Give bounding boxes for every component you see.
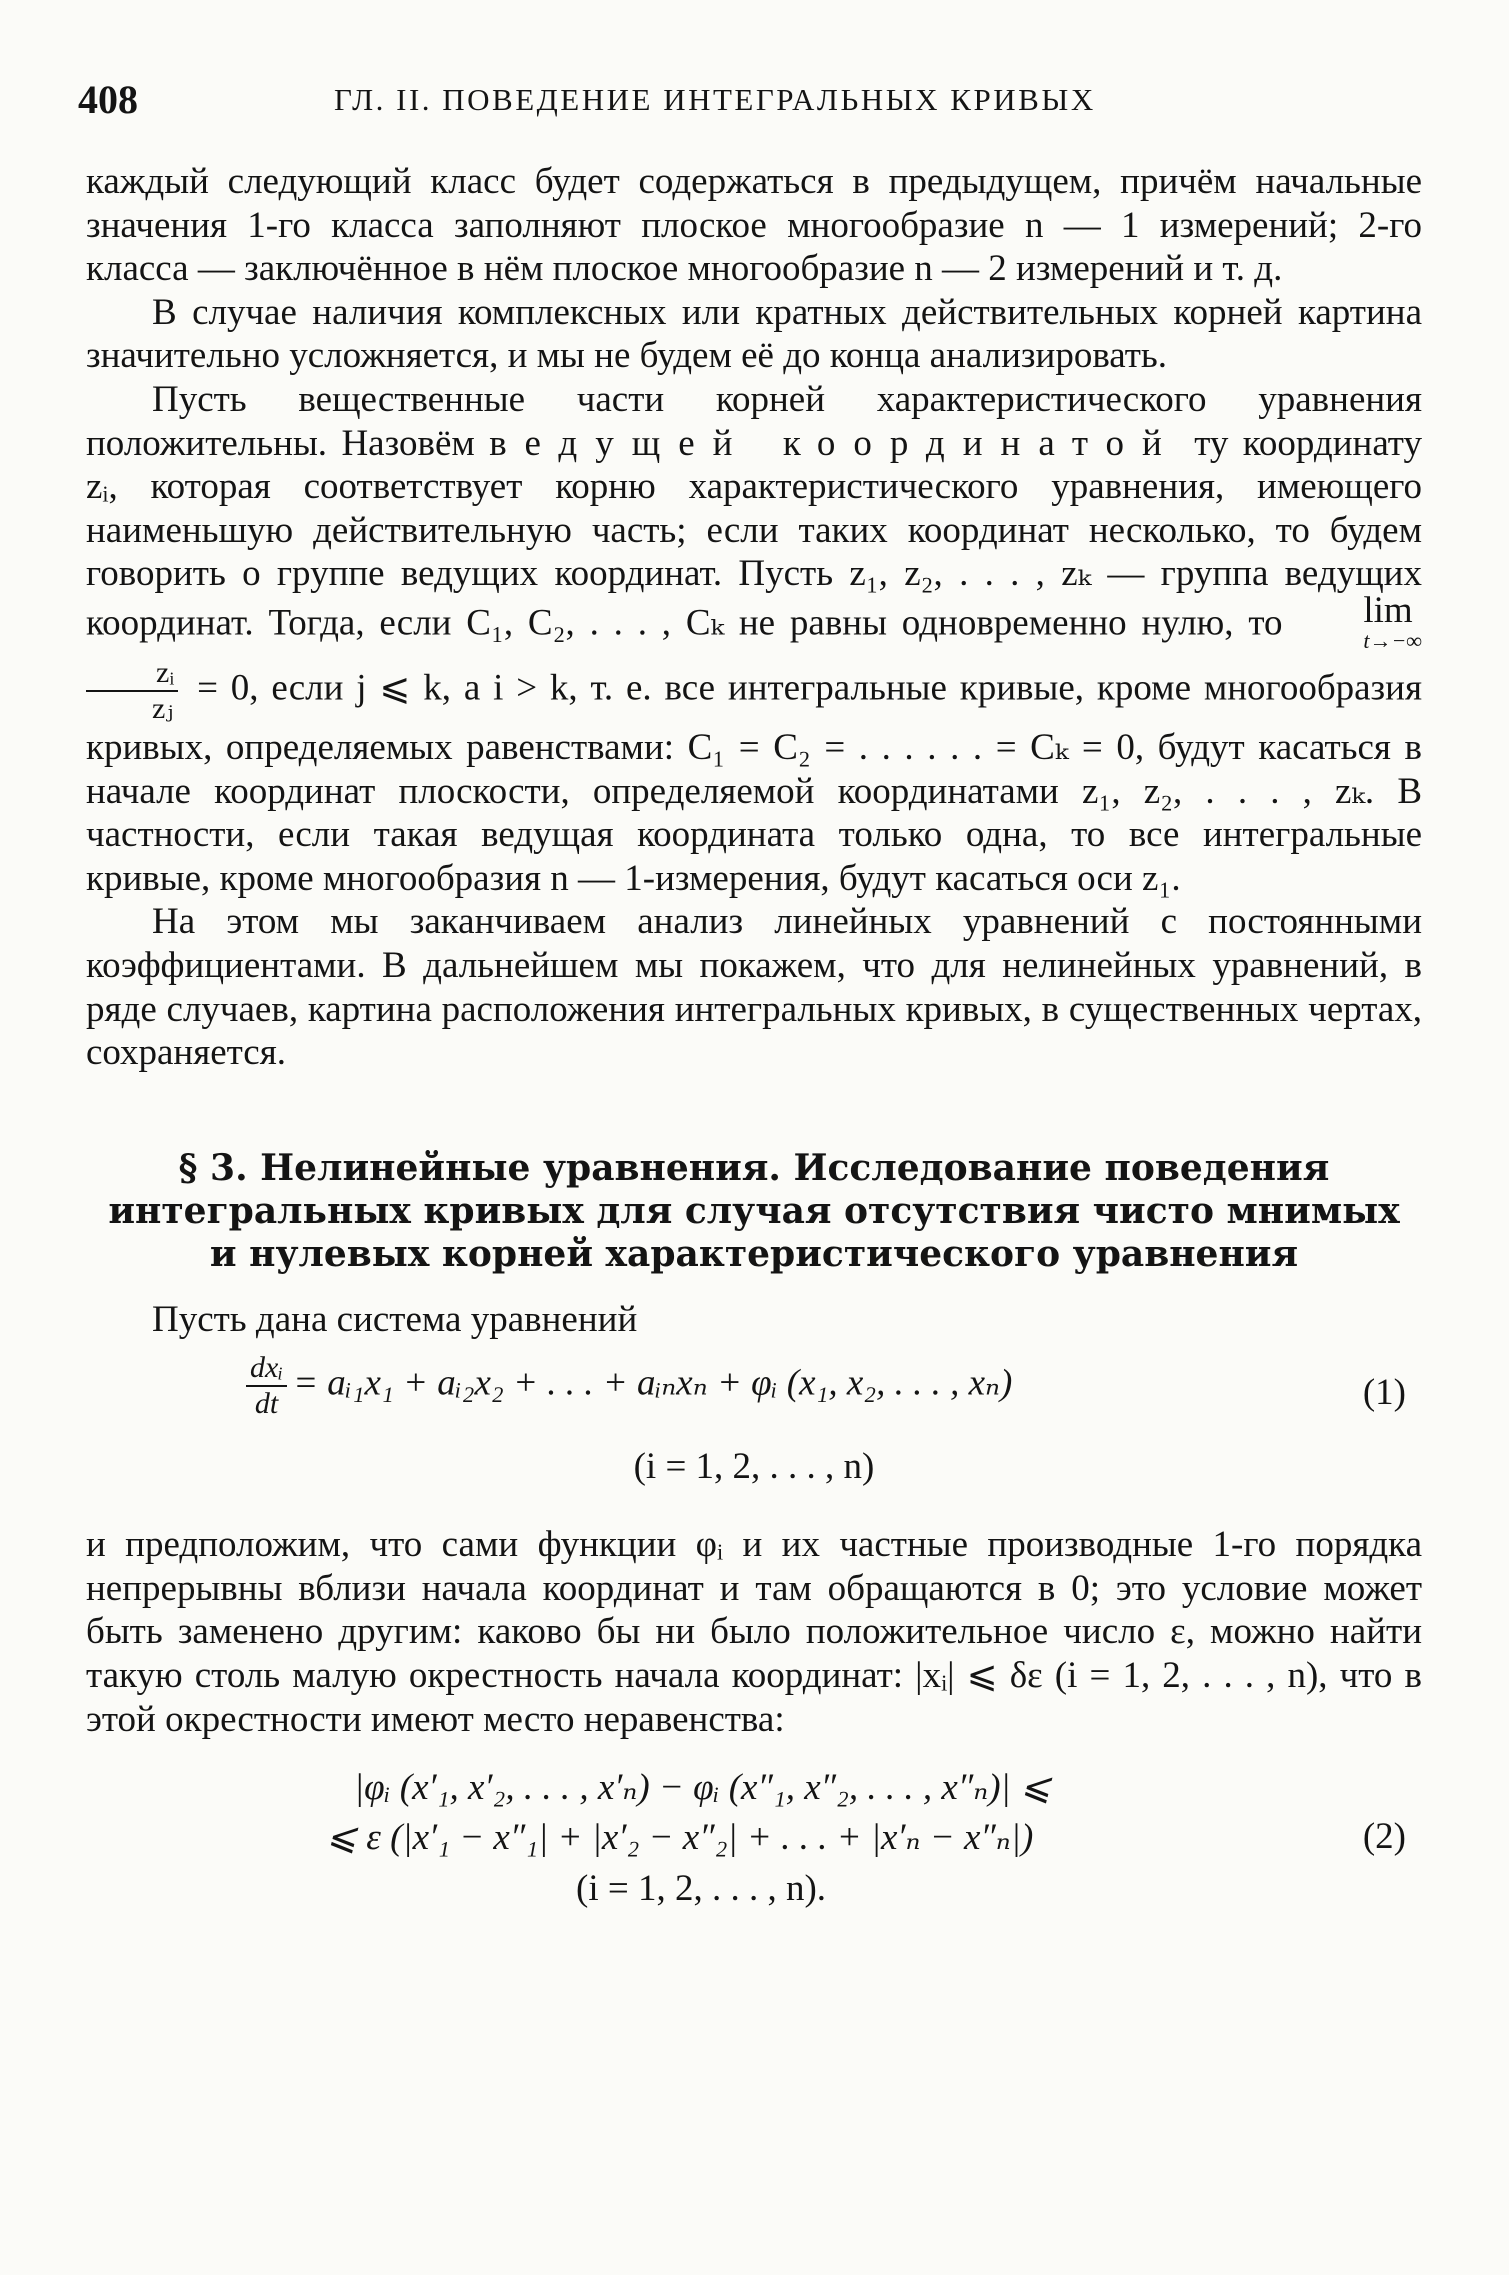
limit-fraction (86, 656, 178, 726)
limit-word: lim (1363, 589, 1413, 631)
paragraph-5: и предположим, что сами функции φᵢ и их частные производные 1-го порядка непрерывны вблизи начала координат и там обращаются в 0; это условие может быть заменено другим: каково бы ни было положительное число ε, можно найти такую столь малую окрестность начала координат: |xᵢ| ⩽ δε (i = 1, 2, . . . , n), что в этой окрестности имеют место неравенства: (86, 1524, 1422, 1740)
section-heading (86, 1147, 1422, 1276)
derivative-fraction (246, 1351, 287, 1421)
page-number: 408 (78, 77, 138, 122)
equation-2-line-2: ⩽ ε (|x′₁ − x″₁| + |x′₂ − x″₂| + . . . + |x′ₙ − x″ₙ|) (326, 1817, 1034, 1859)
paragraph-2: В случае наличия комплексных или кратных действительных корней картина значительно усложняется, и мы не будем её до конца анализировать. (86, 291, 1422, 377)
derivative-numerator: dxᵢ (246, 1351, 287, 1387)
equation-1-body (246, 1351, 1012, 1421)
equation-1-number: (1) (1362, 1372, 1406, 1414)
page-body (86, 160, 1422, 1925)
section-heading-line-3: и нулевых корней характеристического уравнения (209, 1232, 1299, 1275)
running-head: ГЛ. II. ПОВЕДЕНИЕ ИНТЕГРАЛЬНЫХ КРИВЫХ (334, 82, 1096, 117)
equation-2 (86, 1765, 1422, 1925)
limit-subscript: t→−∞ (1363, 627, 1422, 653)
limit-fraction-numerator: zᵢ (86, 656, 178, 692)
section-heading-line-2: интегральных кривых для случая отсутствия чисто мнимых (108, 1189, 1400, 1232)
equation-2-line-1: |φᵢ (x′₁, x′₂, . . . , x′ₙ) − φᵢ (x″₁, x″₂, . . . , x″ₙ)| ⩽ (354, 1767, 1051, 1809)
paragraph-3-part-a: Пусть вещественные части корней характеристического уравнения положительны. Назовём (86, 378, 1422, 464)
equation-2-range: (i = 1, 2, . . . , n). (576, 1868, 827, 1910)
paragraph-3-part-c: = 0, если j ⩽ k, а i > k, т. е. все интегральные кривые, кроме многообразия кривых, определяемых равенствами: C₁ = C₂ = . . . . . . = Cₖ = 0, будут касаться в начале координат плоскости, определяемой координатами z₁, z₂, . . . , zₖ. В частности, если такая ведущая координата только одна, то все интегральные кривые, кроме многообразия n — 1-измерения, будут касаться оси z₁. (86, 667, 1422, 899)
paragraph-3 (86, 378, 1422, 900)
equation-1-range: (i = 1, 2, . . . , n) (633, 1446, 875, 1488)
limit-operator (1297, 589, 1422, 656)
derivative-denominator: dt (254, 1387, 279, 1421)
equation-1 (86, 1341, 1422, 1441)
equation-2-number: (2) (1362, 1816, 1406, 1858)
section-heading-line-1: § 3. Нелинейные уравнения. Исследование поведения (178, 1146, 1330, 1189)
limit-fraction-denominator: zⱼ (152, 691, 174, 725)
intro-line: Пусть дана система уравнений (152, 1298, 638, 1340)
paragraph-4: На этом мы заканчиваем анализ линейных уравнений с постоянными коэффициентами. В дальнейшем мы покажем, что для нелинейных уравнений, в ряде случаев, картина расположения интегральных кривых, в существенных чертах, сохраняется. (86, 901, 1422, 1074)
equation-1-rhs: = aᵢ₁x₁ + aᵢ₂x₂ + . . . + aᵢₙxₙ + φᵢ (x₁, x₂, . . . , xₙ) (293, 1362, 1013, 1404)
term-leading-coordinate: ведущей координатой (489, 422, 1180, 464)
paragraph-1: каждый следующий класс будет содержаться в предыдущем, причём начальные значения 1-го класса заполняют плоское многообразие n — 1 измерений; 2-го класса — заключённое в нём плоское многообразие n — 2 измерений и т. д. (86, 161, 1422, 290)
paragraph-3-part-b: ту координату zᵢ, которая соответствует корню характеристического уравнения, имеющего наименьшую действительную часть; если таких координат несколько, то будем говорить о группе ведущих координат. Пусть z₁, z₂, . . . , zₖ — группа ведущих координат. Тогда, если C₁, C₂, . . . , Cₖ не равны одновременно нулю, то (86, 422, 1422, 644)
page-header (0, 76, 1509, 126)
